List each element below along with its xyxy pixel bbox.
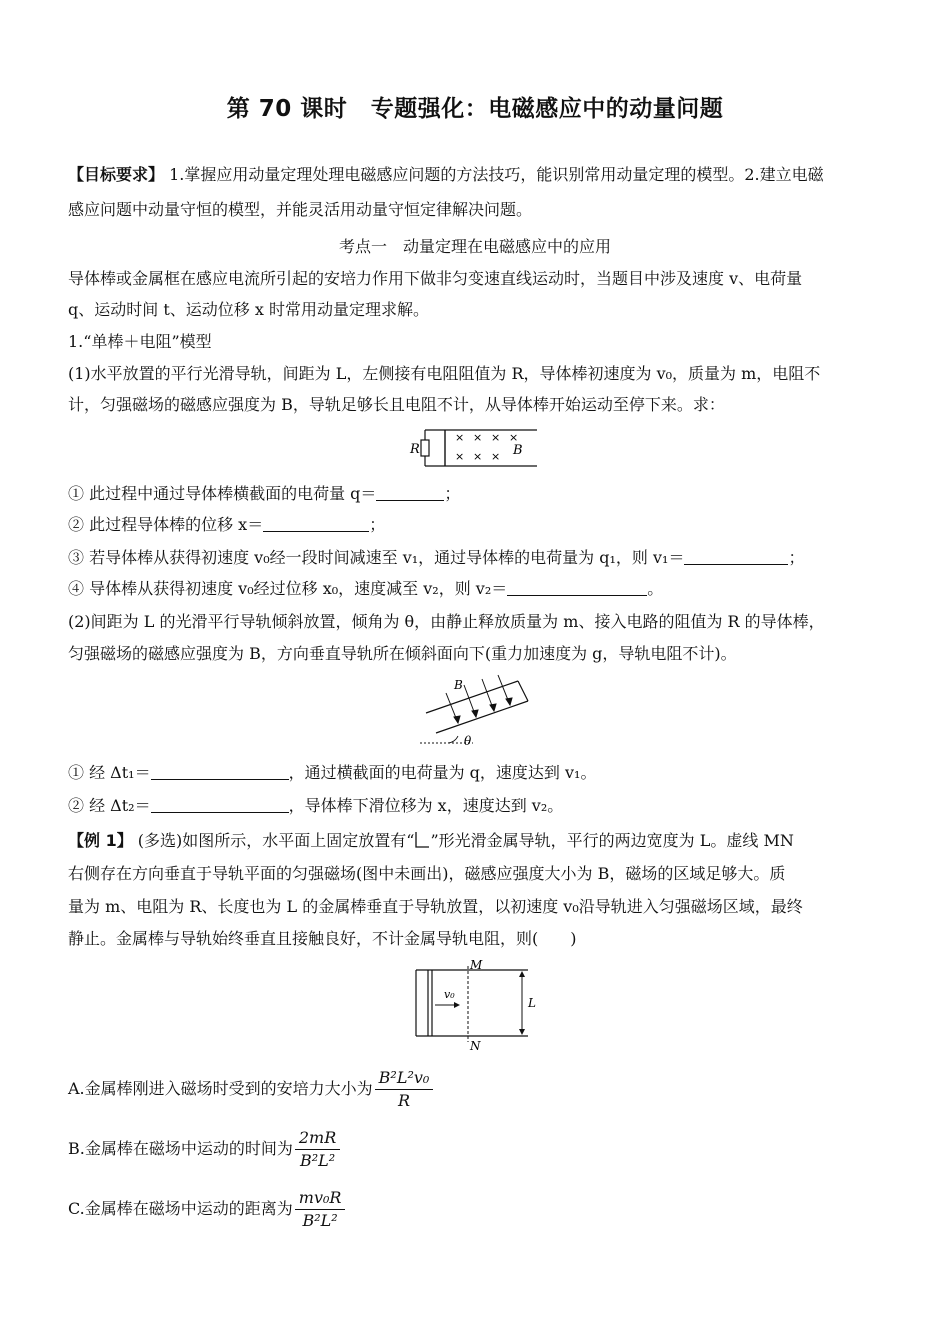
question-1	[68, 483, 883, 505]
field-cross: ×	[473, 431, 483, 444]
figure-example-rails	[410, 958, 540, 1053]
resistor	[421, 440, 429, 456]
intro-line-1: 导体棒或金属框在感应电流所引起的安培力作用下做非匀变速直线运动时，当题目中涉及速度 v、电荷量	[68, 269, 803, 288]
n-label: N	[470, 1039, 481, 1053]
example-line-2: 右侧存在方向垂直于导轨平面的匀强磁场(图中未画出)，磁感应强度大小为 B，磁场的区域足够大。质	[68, 864, 786, 883]
question-5	[68, 762, 883, 784]
option-a[interactable]	[68, 1066, 883, 1112]
field-cross: ×	[473, 450, 483, 463]
option-a-text: A.金属棒刚进入磁场时受到的安培力大小为	[68, 1079, 373, 1098]
problem2-line-1: (2)间距为 L 的光滑平行导轨倾斜放置，倾角为 θ，由静止释放质量为 m、接入电路的阻值为 R 的导体棒，	[68, 612, 825, 631]
option-a-fraction	[375, 1068, 434, 1111]
example-line-1	[68, 830, 883, 852]
option-c-text: C.金属棒在磁场中运动的距离为	[68, 1199, 293, 1218]
field-cross: ×	[509, 431, 519, 444]
question-3-text: ③ 若导体棒从获得初速度 v₀经一段时间减速至 v₁，通过导体棒的电荷量为 q₁，则 v₁＝	[68, 548, 685, 567]
field-cross: ×	[491, 431, 501, 444]
field-label: B	[454, 678, 463, 692]
field-cross: ×	[455, 431, 465, 444]
question-1-end: ；	[444, 484, 461, 503]
question-6-text: ② 经 Δt₂＝	[68, 796, 151, 815]
option-c-fraction	[295, 1188, 346, 1231]
fraction-numerator: 2mR	[295, 1128, 340, 1150]
answer-blank-3[interactable]	[684, 548, 788, 565]
l-label: L	[528, 996, 536, 1010]
question-4-text: ④ 导体棒从获得初速度 v₀经过位移 x₀，速度减至 v₂，则 v₂＝	[68, 579, 508, 598]
answer-blank-1[interactable]	[376, 484, 444, 501]
question-2	[68, 514, 883, 536]
answer-blank-2[interactable]	[263, 515, 369, 532]
question-6-end: ，导体棒下滑位移为 x，速度达到 v₂。	[288, 796, 564, 815]
fraction-denominator: R	[397, 1091, 411, 1110]
m-label: M	[470, 958, 483, 972]
fraction-numerator: B²L²v₀	[375, 1068, 434, 1090]
example-line-4: 静止。金属棒与导轨始终垂直且接触良好，不计金属导轨电阻，则( )	[68, 929, 577, 948]
answer-blank-5[interactable]	[151, 763, 289, 780]
question-2-text: ② 此过程导体棒的位移 x＝	[68, 515, 264, 534]
question-2-end: ；	[369, 515, 386, 534]
option-c[interactable]	[68, 1186, 883, 1232]
theta-label: θ	[464, 734, 472, 748]
question-6	[68, 795, 883, 817]
problem1-line-2: 计，匀强磁场的磁感应强度为 B，导轨足够长且电阻不计，从导体棒开始运动至停下来。求：	[68, 395, 725, 414]
question-4-end: 。	[647, 579, 664, 598]
fraction-denominator: B²L²	[299, 1151, 336, 1170]
question-4	[68, 578, 883, 600]
page-title: 第 70 课时 专题强化：电磁感应中的动量问题	[226, 96, 724, 122]
fraction-numerator: mv₀R	[295, 1188, 346, 1210]
velocity-label: v₀	[444, 988, 455, 1001]
rail-shape-icon	[414, 831, 430, 849]
example-tag: 【例 1】	[68, 831, 133, 850]
figure-inclined-rails	[418, 673, 538, 748]
field-label: B	[513, 443, 523, 458]
intro-line-2: q、运动时间 t、运动位移 x 时常用动量定理求解。	[68, 300, 429, 319]
option-b[interactable]	[68, 1126, 883, 1172]
question-3	[68, 547, 883, 569]
answer-blank-6[interactable]	[151, 796, 289, 813]
figure-rails-resistor	[405, 425, 545, 475]
answer-blank-4[interactable]	[507, 579, 647, 596]
question-1-text: ① 此过程中通过导体棒横截面的电荷量 q＝	[68, 484, 377, 503]
question-5-end: ，通过横截面的电荷量为 q，速度达到 v₁。	[288, 763, 597, 782]
example-text-1a: (多选)如图所示，水平面上固定放置有“	[132, 831, 415, 850]
goal-tag: 【目标要求】	[68, 165, 165, 184]
problem2-line-2: 匀强磁场的磁感应强度为 B，方向垂直导轨所在倾斜面向下(重力加速度为 g，导轨电阻不计)。	[68, 644, 737, 663]
option-b-text: B.金属棒在磁场中运动的时间为	[68, 1139, 293, 1158]
goal-line-1	[68, 164, 883, 186]
problem1-line-1: (1)水平放置的平行光滑导轨，间距为 L，左侧接有电阻阻值为 R，导体棒初速度为 v₀，质量为 m，电阻不	[68, 364, 821, 383]
field-cross: ×	[455, 450, 465, 463]
option-b-fraction	[295, 1128, 340, 1171]
example-line-3: 量为 m、电阻为 R、长度也为 L 的金属棒垂直于导轨放置，以初速度 v₀沿导轨进入匀强磁场区域，最终	[68, 897, 803, 916]
question-5-text: ① 经 Δt₁＝	[68, 763, 151, 782]
example-text-1b: ”形光滑金属导轨，平行的两边宽度为 L。虚线 MN	[430, 831, 794, 850]
goal-text-1: 1.掌握应用动量定理处理电磁感应问题的方法技巧，能识别常用动量定理的模型。2.建立电磁	[164, 165, 824, 184]
section-heading: 考点一 动量定理在电磁感应中的应用	[338, 237, 611, 256]
resistor-label: R	[410, 442, 420, 457]
field-cross: ×	[491, 450, 501, 463]
goal-line-2: 感应问题中动量守恒的模型，并能灵活用动量守恒定律解决问题。	[68, 200, 533, 219]
model-heading: 1.“单棒＋电阻”模型	[68, 332, 212, 351]
fraction-denominator: B²L²	[302, 1211, 338, 1230]
question-3-end: ；	[788, 548, 805, 567]
